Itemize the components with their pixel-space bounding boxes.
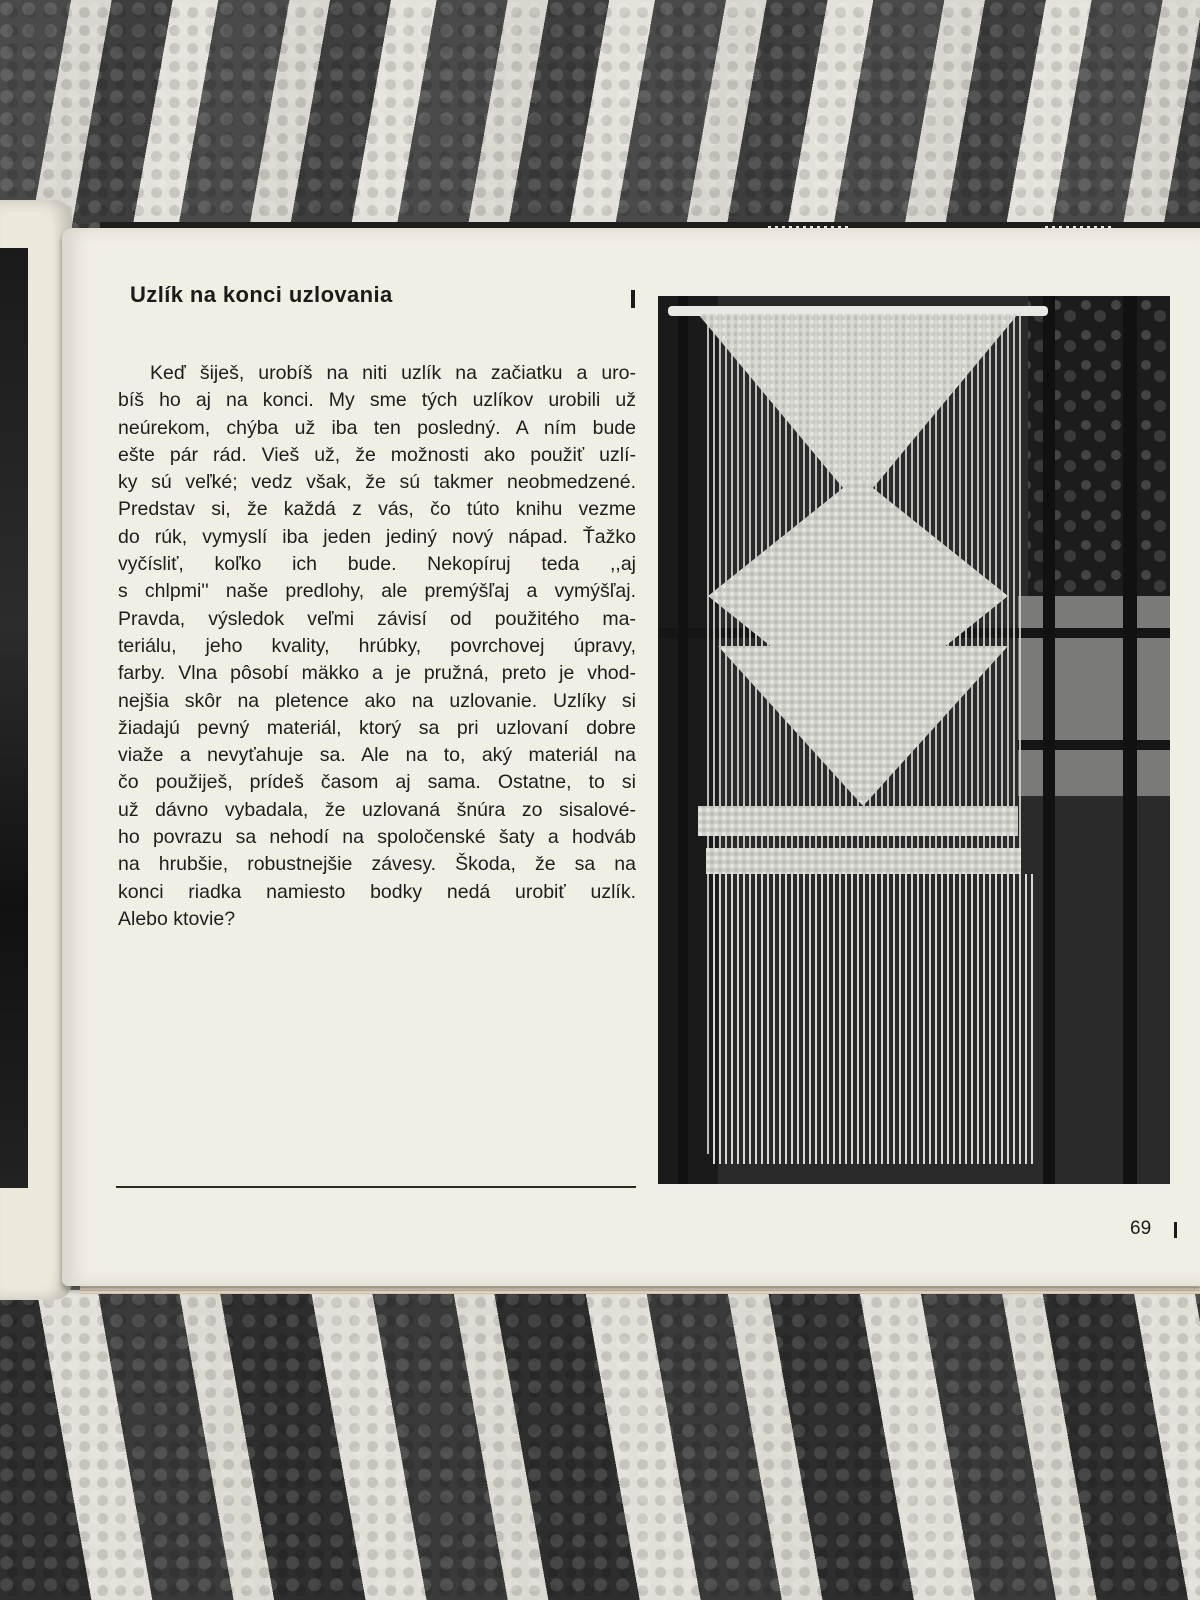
text-line: už dávno vybadala, že uzlovaná šnúra zo sisalové-: [118, 798, 636, 821]
text-line: Predstav si, že každá z vás, čo túto knihu vezme: [118, 498, 636, 521]
text-line: ešte pár rád. Vieš už, že možnosti ako použiť uzlí-: [118, 443, 636, 466]
text-line: ho povrazu sa nehodí na spoločenské šaty a hodváb: [118, 826, 636, 849]
carpet-background-top: [0, 0, 1200, 240]
text-line: farby. Vlna pôsobí mäkko a je pružná, preto je vhod-: [118, 662, 636, 685]
heading-marker: [631, 290, 635, 308]
page-number-marker: [1174, 1222, 1177, 1238]
text-line: na hrubšie, robustnejšie závesy. Škoda, že sa na: [118, 853, 636, 876]
text-line: Pravda, výsledok veľmi závisí od použitého ma-: [118, 607, 636, 630]
text-line: bíš ho aj na konci. My sme tých uzlíkov urobili už: [118, 389, 636, 412]
text-line: teriálu, jeho kvality, hrúbky, povrchovej úpravy,: [118, 634, 636, 657]
text-line: s chlpmi'' naše predlohy, ale premýšľaj a vymýšľaj.: [118, 580, 636, 603]
horizontal-rule: [116, 1186, 636, 1188]
page-number: 69: [1130, 1218, 1152, 1239]
text-line: žiadajú pevný materiál, ktorý sa pri uzlovaní dobre: [118, 716, 636, 739]
carpet-background-bottom: [0, 1290, 1200, 1600]
macrame-photo: [658, 296, 1170, 1184]
text-line: ky sú veľké; vedz však, že sú takmer neobmedzené.: [118, 471, 636, 494]
page-heading: Uzlík na konci uzlovania: [130, 282, 393, 307]
text-line: Keď šiješ, urobíš na niti uzlík na začiatku a uro-: [150, 362, 636, 384]
body-text: [118, 360, 636, 933]
text-line: do rúk, vymyslí iba jeden jediný nový nápad. Ťažko: [118, 525, 636, 548]
text-line: nejšia skôr na pletence ako na uzlovanie. Uzlíky si: [118, 689, 636, 712]
text-line: viaže a nevyťahuje sa. Ale na to, aký materiál na: [118, 744, 636, 767]
macrame-illustration: [658, 296, 1170, 1184]
text-line: Alebo ktovie?: [118, 907, 236, 930]
text-line: neúrekom, chýba už iba ten posledný. A ním bude: [118, 416, 636, 439]
text-line: konci riadka namiesto bodky nedá urobiť uzlík.: [118, 880, 636, 903]
left-page-photo: [0, 248, 28, 1188]
text-line: čo použiješ, prídeš časom aj sama. Ostatne, to si: [118, 771, 636, 794]
text-line: vyčísliť, koľko ich bude. Nekopíruj teda ,,aj: [118, 553, 636, 576]
